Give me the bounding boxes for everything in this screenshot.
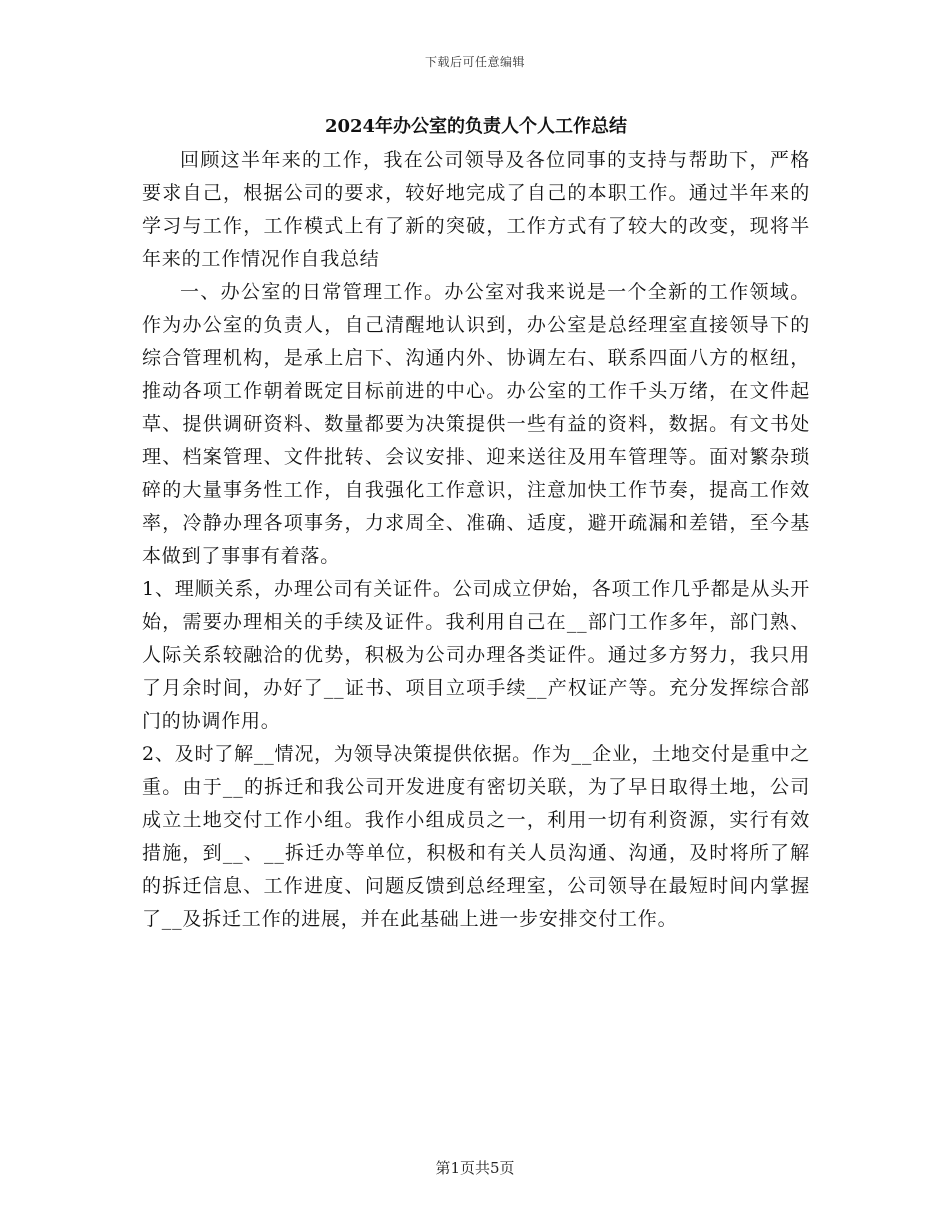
document-title: 2024年办公室的负责人个人工作总结 [324,116,628,137]
paragraph-item-1: 1、理顺关系，办理公司有关证件。公司成立伊始，各项工作几乎都是从头开始，需要办理相关的手续及证件。我利用自己在__部门工作多年，部门熟、人际关系较融洽的优势，积极为公司办理各类证件。通过多方努力，我只用了月余时间，办好了__证书、项目立项手续__产权证产等。充分发挥综合部门的协调作用。 [142,578,810,732]
paragraph-intro: 回顾这半年来的工作，我在公司领导及各位同事的支持与帮助下，严格要求自己，根据公司的要求，较好地完成了自己的本职工作。通过半年来的学习与工作，工作模式上有了新的突破，工作方式有了较大的改变，现将半年来的工作情况作自我总结 [142,149,810,270]
document-body [142,112,810,936]
page-header-note: 下载后可任意编辑 [424,55,525,69]
paragraph-section-one: 一、办公室的日常管理工作。办公室对我来说是一个全新的工作领域。作为办公室的负责人，自己清醒地认识到，办公室是总经理室直接领导下的综合管理机构，是承上启下、沟通内外、协调左右、联系四面八方的枢纽，推动各项工作朝着既定目标前进的中心。办公室的工作千头万绪，在文件起草、提供调研资料、数量都要为决策提供一些有益的资料，数据。有文书处理、档案管理、文件批转、会议安排、迎来送往及用车管理等。面对繁杂琐碎的大量事务性工作，自我强化工作意识，注意加快工作节奏，提高工作效率，冷静办理各项事务，力求周全、准确、适度，避开疏漏和差错，至今基本做到了事事有着落。 [142,281,810,567]
paragraph-item-2: 2、及时了解__情况，为领导决策提供依据。作为__企业，土地交付是重中之重。由于__的拆迁和我公司开发进度有密切关联，为了早日取得土地，公司成立土地交付工作小组。我作小组成员之一，利用一切有利资源，实行有效措施，到__、__拆迁办等单位，积极和有关人员沟通、沟通，及时将所了解的拆迁信息、工作进度、问题反馈到总经理室，公司领导在最短时间内掌握了__及拆迁工作的进展，并在此基础上进一步安排交付工作。 [142,743,810,930]
page-number-footer: 第1页共5页 [435,1159,515,1177]
